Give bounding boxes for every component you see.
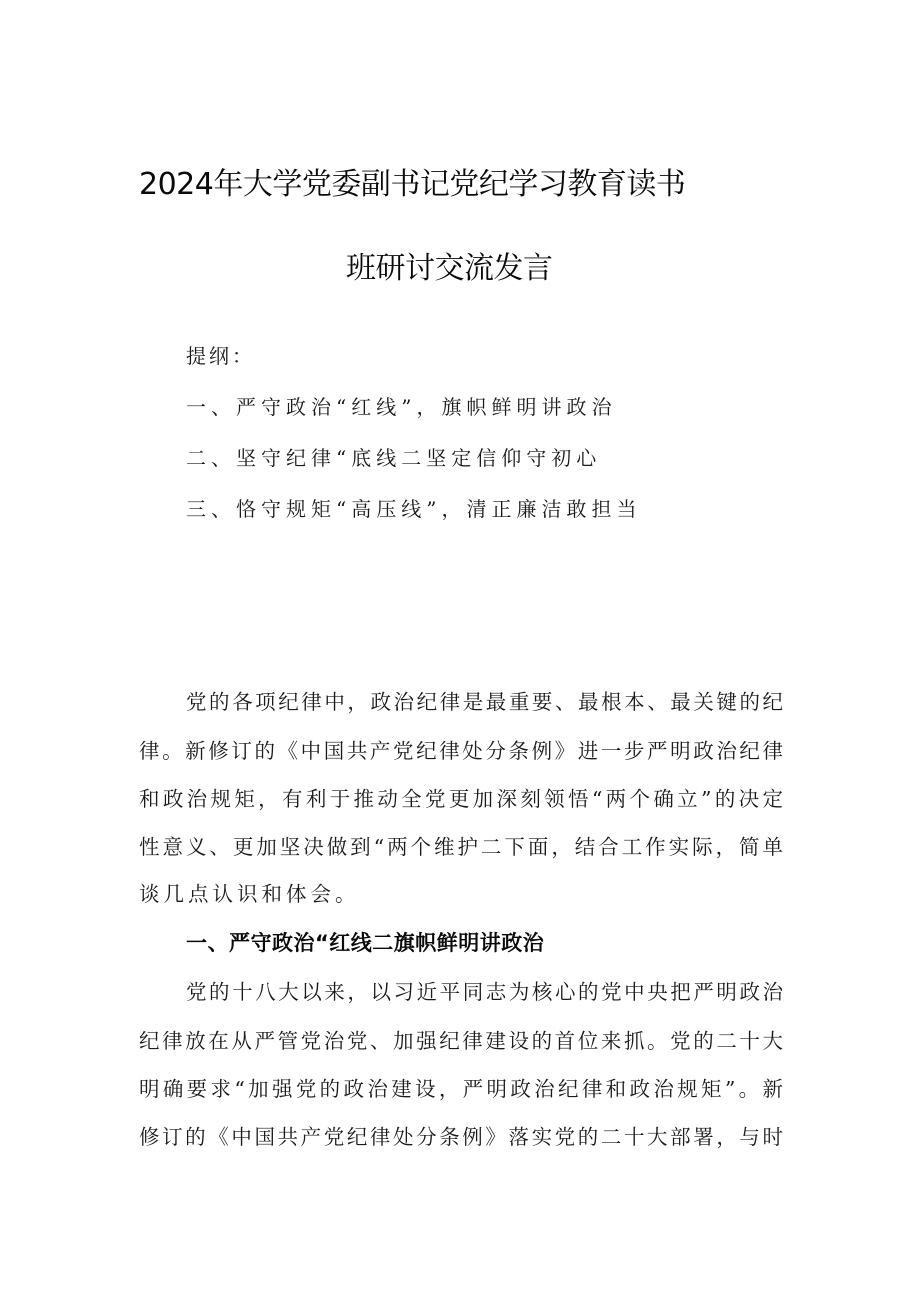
document-title-line-2: 班研讨交流发言 xyxy=(346,251,553,286)
section-1-paragraph-line: 明确要求“加强党的政治建设，严明政治纪律和政治规矩”。新 xyxy=(139,1077,783,1101)
section-1-paragraph-line: 修订的《中国共产党纪律处分条例》落实党的二十大部署，与时 xyxy=(139,1125,783,1149)
section-1-heading: 一、严守政治“红线二旗帜鲜明讲政治 xyxy=(186,931,545,955)
outline-label: 提纲： xyxy=(186,344,255,368)
intro-paragraph-line: 和政治规矩，有利于推动全党更加深刻领悟“两个确立”的决定 xyxy=(139,787,783,811)
outline-item-2: 二、坚守纪律“底线二坚定信仰守初心 xyxy=(186,446,602,470)
intro-paragraph-line: 律。新修订的《中国共产党纪律处分条例》进一步严明政治纪律 xyxy=(139,739,783,763)
section-1-paragraph-line: 纪律放在从严管党治党、加强纪律建设的首位来抓。党的二十大 xyxy=(139,1029,783,1053)
outline-item-3: 三、恪守规矩“高压线”，清正廉洁敢担当 xyxy=(186,497,642,521)
intro-paragraph-line: 党的各项纪律中，政治纪律是最重要、最根本、最关键的纪 xyxy=(186,690,783,714)
outline-item-1: 一、严守政治“红线”，旗帜鲜明讲政治 xyxy=(186,395,617,419)
document-title-line-1: 2024年大学党委副书记党纪学习教育读书 xyxy=(139,167,686,202)
section-1-paragraph-line: 党的十八大以来，以习近平同志为核心的党中央把严明政治 xyxy=(186,980,783,1004)
intro-paragraph-line: 性意义、更加坚决做到“两个维护二下面，结合工作实际，简单 xyxy=(139,835,783,859)
intro-paragraph-line: 谈几点认识和体会。 xyxy=(139,882,360,906)
